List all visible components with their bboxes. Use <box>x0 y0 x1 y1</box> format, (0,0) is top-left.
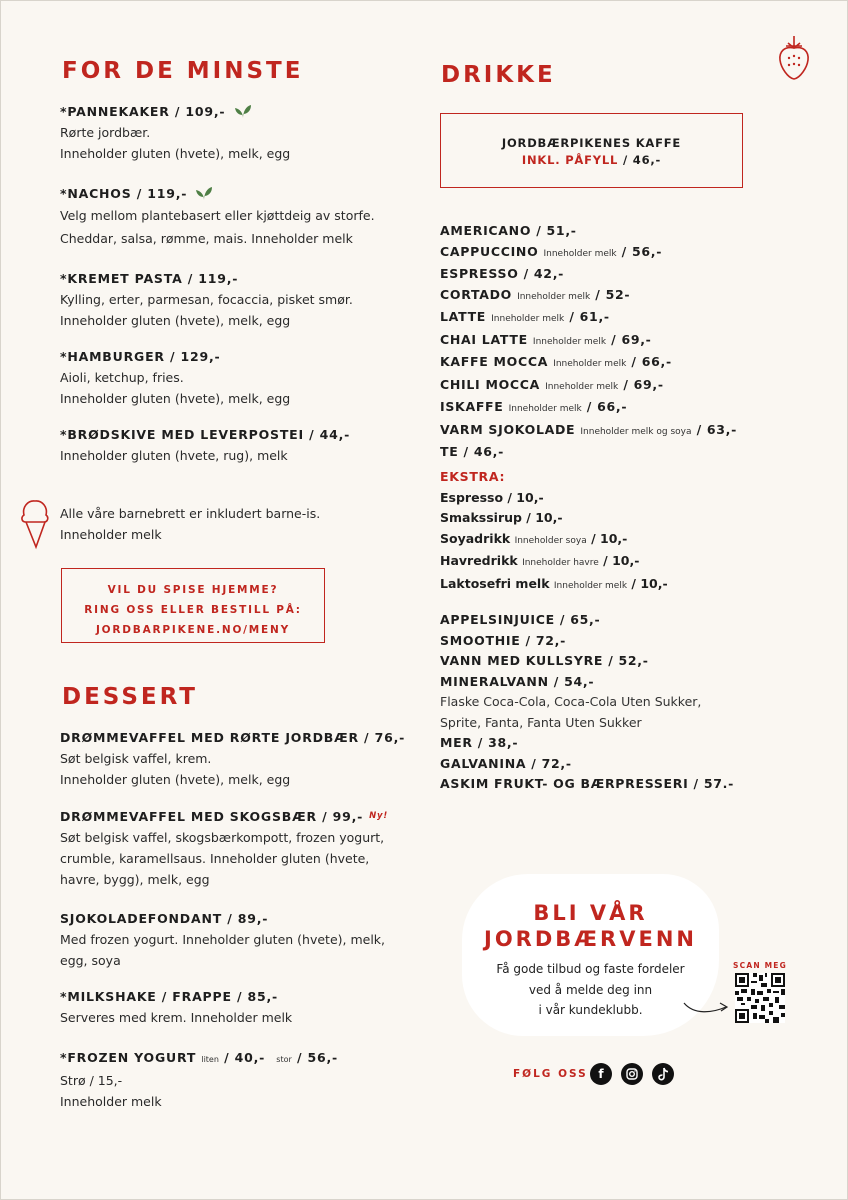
club-title: BLI VÅR <box>533 901 648 925</box>
menu-item <box>60 909 400 971</box>
extras-title: EKSTRA: <box>440 469 506 484</box>
item-name: *MILKSHAKE / FRAPPE / 85,- <box>60 989 279 1004</box>
item-desc: Kylling, erter, parmesan, focaccia, pisket smør. <box>60 292 353 307</box>
section-title-drinks: DRIKKE <box>441 62 556 88</box>
item-allergens: Inneholder gluten (hvete), melk, egg <box>60 772 291 787</box>
club-title: JORDBÆRVENN <box>484 927 697 951</box>
drink-row: ISKAFFE Inneholder melk / 66,- <box>440 399 628 414</box>
arrow-icon <box>682 995 732 1020</box>
drink-row: MER / 38,- <box>440 735 519 750</box>
item-allergens: Inneholder gluten (hvete), melk, egg <box>60 146 291 161</box>
extra-row: Smakssirup / 10,- <box>440 510 563 525</box>
drink-row: ESPRESSO / 42,- <box>440 266 565 281</box>
drink-desc: Sprite, Fanta, Fanta Uten Sukker <box>440 714 642 730</box>
drink-row: APPELSINJUICE / 65,- <box>440 612 601 627</box>
extras-list <box>440 467 770 596</box>
order-link[interactable]: JORDBARPIKENE.NO/MENY <box>95 624 291 636</box>
club-text: BLI VÅR JORDBÆRVENN Få gode tilbud og faste fordeler ved å melde deg inn i vår kundeklubb. <box>468 900 713 1021</box>
leaf-icon <box>234 103 252 119</box>
item-allergens: egg, soya <box>60 953 121 968</box>
menu-item <box>60 987 400 1028</box>
item-desc: Velg mellom plantebasert eller kjøttdeig av storfe. <box>60 208 375 223</box>
drink-row: ASKIM FRUKT- OG BÆRPRESSERI / 57.- <box>440 776 734 791</box>
item-name: SJOKOLADEFONDANT / 89,- <box>60 911 269 926</box>
menu-item <box>60 347 400 409</box>
drink-row: CAPPUCCINO Inneholder melk / 56,- <box>440 243 663 259</box>
drink-row: CHILI MOCCA Inneholder melk / 69,- <box>440 376 664 392</box>
scan-label: SCAN MEG <box>733 961 787 970</box>
other-drinks-list <box>440 610 770 795</box>
section-title-kids: FOR DE MINSTE <box>62 58 304 84</box>
menu-item <box>60 728 406 790</box>
menu-item <box>60 1048 400 1112</box>
item-name: DRØMMEVAFFEL MED SKOGSBÆR / 99,- <box>60 809 364 824</box>
drink-row: VARM SJOKOLADE Inneholder melk og soya / 63,- <box>440 421 738 437</box>
item-allergens: Inneholder gluten (hvete), melk, egg <box>60 313 291 328</box>
menu-item <box>60 102 400 164</box>
qr-code-icon[interactable] <box>735 973 785 1023</box>
drink-row: LATTE Inneholder melk / 61,- <box>440 309 610 324</box>
item-name: DRØMMEVAFFEL MED RØRTE JORDBÆR / 76,- <box>60 730 406 745</box>
size-small-label: liten <box>201 1055 219 1064</box>
drink-row: TE / 46,- <box>440 444 504 459</box>
menu-item <box>60 425 400 466</box>
item-extra: Strø / 15,- <box>60 1073 123 1088</box>
menu-item <box>60 184 400 250</box>
item-allergens: Cheddar, salsa, rømme, mais. Inneholder melk <box>60 231 353 246</box>
ice-cream-icon <box>18 497 52 551</box>
size-large-label: stor <box>276 1055 292 1064</box>
extra-row: Espresso / 10,- <box>440 489 544 505</box>
drink-row: KAFFE MOCCA Inneholder melk / 66,- <box>440 354 672 369</box>
drink-row: AMERICANO / 51,- <box>440 223 577 238</box>
extra-row: Havredrikk Inneholder havre / 10,- <box>440 553 640 568</box>
item-desc: Rørte jordbær. <box>60 125 151 140</box>
menu-item <box>60 269 400 331</box>
new-badge: Ny! <box>369 811 389 821</box>
item-allergens: Inneholder melk <box>60 1094 162 1109</box>
facebook-icon[interactable]: f <box>590 1063 612 1085</box>
follow-label: FØLG OSS <box>513 1068 588 1080</box>
menu-item <box>60 806 400 890</box>
section-title-dessert: DESSERT <box>62 684 198 710</box>
drink-desc: Flaske Coca-Cola, Coca-Cola Uten Sukker, <box>440 694 702 709</box>
coffee-box: JORDBÆRPIKENES KAFFE INKL. PÅFYLL / 46,- <box>440 113 743 188</box>
drink-row: CHAI LATTE Inneholder melk / 69,- <box>440 331 652 347</box>
item-desc: Med frozen yogurt. Inneholder gluten (hvete), melk, <box>60 932 386 947</box>
strawberry-icon <box>776 34 812 82</box>
drink-row: CORTADO Inneholder melk / 52- <box>440 286 631 302</box>
drink-row: GALVANINA / 72,- <box>440 755 572 771</box>
item-allergens: Inneholder gluten (hvete), melk, egg <box>60 391 291 406</box>
extra-row: Soyadrikk Inneholder soya / 10,- <box>440 530 628 546</box>
item-desc: Søt belgisk vaffel, skogsbærkompott, frozen yogurt, <box>60 830 385 845</box>
tiktok-icon[interactable] <box>652 1063 674 1085</box>
item-desc: crumble, karamellsaus. Inneholder gluten (hvete, <box>60 851 370 866</box>
icecream-note: Alle våre barnebrett er inkludert barne-is. Inneholder melk <box>60 506 321 542</box>
item-desc: Søt belgisk vaffel, krem. <box>60 751 212 766</box>
item-name: *HAMBURGER / 129,- <box>60 349 221 364</box>
leaf-icon <box>195 185 213 201</box>
price-large: / 56,- <box>296 1050 339 1065</box>
price-small: / 40,- <box>224 1050 266 1065</box>
drink-row: VANN MED KULLSYRE / 52,- <box>440 653 649 668</box>
item-desc: Serveres med krem. Inneholder melk <box>60 1010 293 1025</box>
extra-row: Laktosefri melk Inneholder melk / 10,- <box>440 575 668 591</box>
item-name: *NACHOS / 119,- <box>60 186 188 201</box>
item-allergens: Inneholder gluten (hvete, rug), melk <box>60 448 288 463</box>
item-name: *PANNEKAKER / 109,- <box>60 104 226 119</box>
item-allergens: havre, bygg), melk, egg <box>60 872 210 887</box>
item-name: *FROZEN YOGURT <box>60 1050 197 1065</box>
order-online-box: VIL DU SPISE HJEMME? RING OSS ELLER BESTILL PÅ: JORDBARPIKENE.NO/MENY <box>61 568 325 643</box>
drink-row: MINERALVANN / 54,- <box>440 673 595 689</box>
item-desc: Aioli, ketchup, fries. <box>60 370 184 385</box>
coffee-list <box>440 221 770 463</box>
drink-row: SMOOTHIE / 72,- <box>440 632 566 648</box>
instagram-icon[interactable] <box>621 1063 643 1085</box>
item-name: *BRØDSKIVE MED LEVERPOSTEI / 44,- <box>60 427 351 442</box>
item-name: *KREMET PASTA / 119,- <box>60 271 239 286</box>
